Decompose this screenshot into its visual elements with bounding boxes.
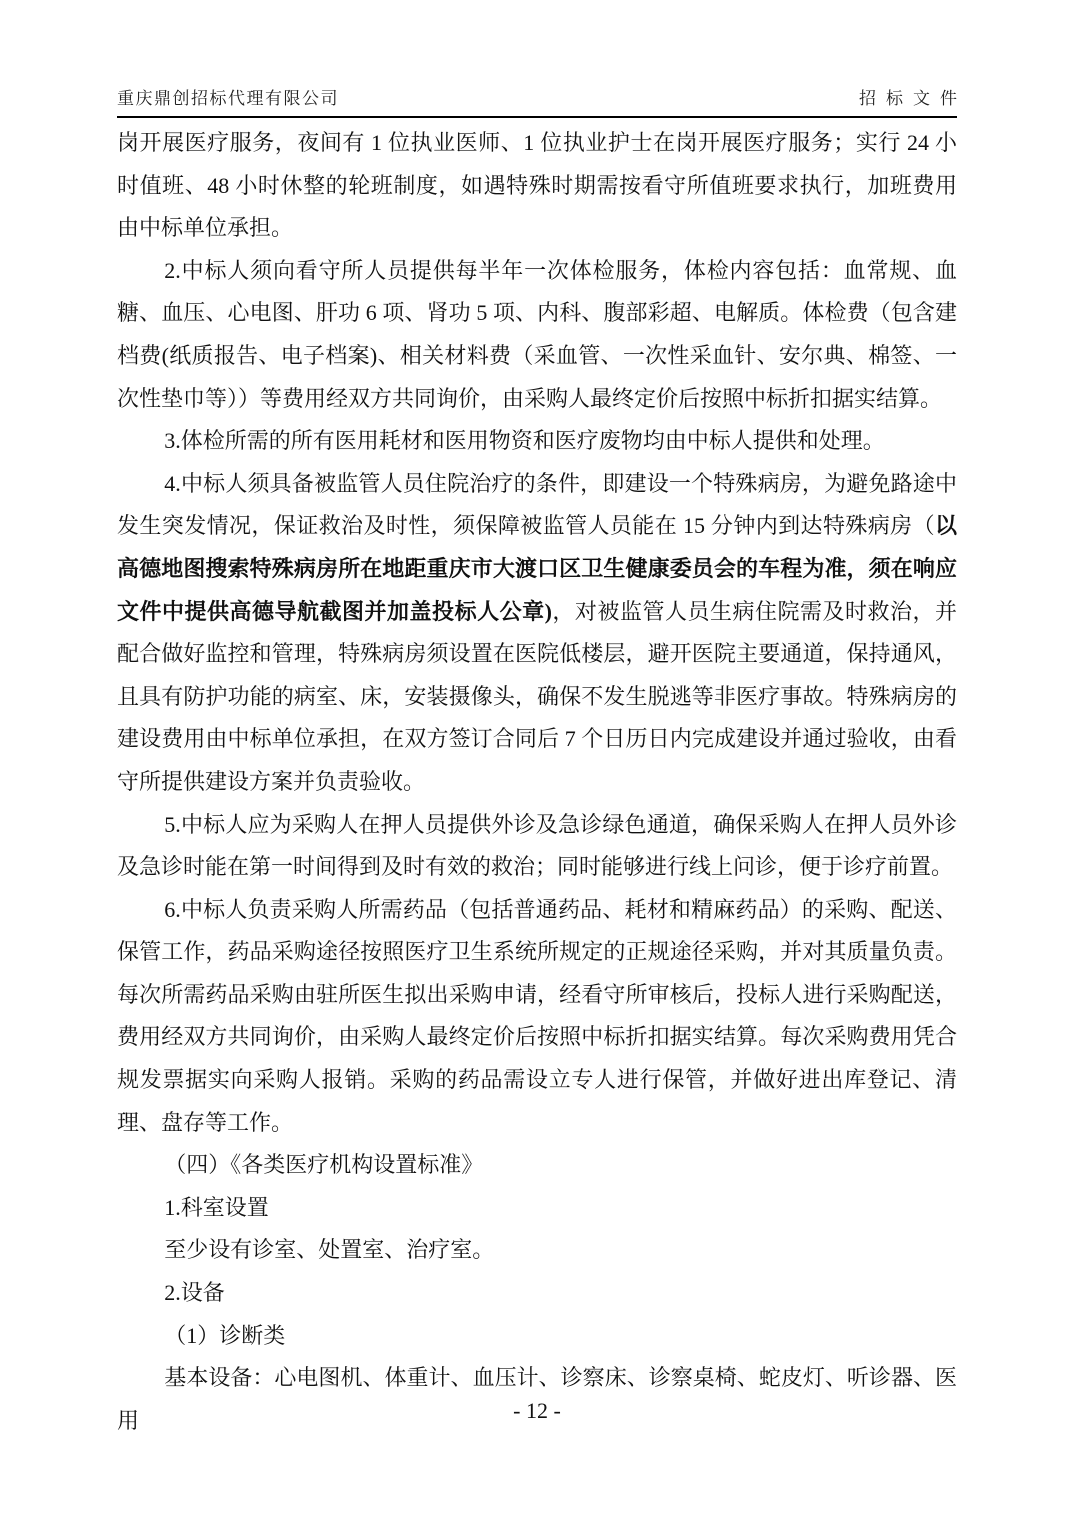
paragraph-item-5: [117, 804, 957, 889]
header-doc-type: 招标文件: [859, 89, 967, 108]
paragraph-continuation: [117, 122, 957, 250]
header-company-name: 重庆鼎创招标代理有限公司: [117, 89, 339, 108]
paragraph-item-6: [117, 889, 957, 1145]
paragraph-item-2: [117, 250, 957, 420]
text-run: 6.中标人负责采购人所需药品（包括普通药品、耗材和精麻药品）的采购、配送、保管工作，药品采购途径按照医疗卫生系统所规定的正规途径采购，并对其质量负责。每次所需药品采购由驻所医生拟出采购申请，经看守所审核后，投标人进行采购配送，费用经双方共同询价，由采购人最终定价后按照中标折扣据实结算。每次采购费用凭合规发票据实向采购人报销。采购的药品需设立专人进行保管，并做好进出库登记、清理、盘存等工作。: [117, 896, 957, 1135]
paragraph-diagnostic-title: [117, 1315, 957, 1358]
page-number: - 12 -: [513, 1398, 561, 1423]
text-run: （四）《各类医疗机构设置标准》: [164, 1152, 484, 1178]
paragraph-dept-setup-title: [117, 1187, 957, 1230]
paragraph-section-4-title: [117, 1144, 957, 1187]
text-run: ，对被监管人员生病住院需及时救治，并配合做好监控和管理，特殊病房须设置在医院低楼层，避开医院主要通道，保持通风，且具有防护功能的病室、床，安装摄像头，确保不发生脱逃等非医疗事故。特殊病房的建设费用由中标单位承担，在双方签订合同后 7 个日历日内完成建设并通过验收，由看守所提供建设方案并负责验收。: [117, 598, 957, 794]
page-header: [117, 84, 967, 118]
page-footer: [0, 1398, 1074, 1424]
text-run: （1）诊断类: [164, 1322, 286, 1348]
document-body: [117, 122, 957, 1442]
text-run: 1.科室设置: [164, 1194, 269, 1220]
paragraph-item-4: [117, 463, 957, 804]
text-run: 3.体检所需的所有医用耗材和医用物资和医疗废物均由中标人提供和处理。: [164, 428, 885, 454]
paragraph-equipment-title: [117, 1272, 957, 1315]
paragraph-item-3: [117, 420, 957, 463]
text-run-bold: 以高德地图搜索特殊病房所在地距重庆市大渡口区卫生健康委员会的车程为准，须在响应文件中提供高德导航截图并加盖投标人公章): [117, 513, 957, 624]
text-run: 2.设备: [164, 1280, 225, 1306]
paragraph-dept-setup-content: [117, 1229, 957, 1272]
text-run: 岗开展医疗服务，夜间有 1 位执业医师、1 位执业护士在岗开展医疗服务；实行 24 小时值班、48 小时休整的轮班制度，如遇特殊时期需按看守所值班要求执行，加班费用由中标单位承担。: [117, 130, 957, 241]
text-run: 5.中标人应为采购人在押人员提供外诊及急诊绿色通道，确保采购人在押人员外诊及急诊时能在第一时间得到及时有效的救治；同时能够进行线上问诊，便于诊疗前置。: [117, 811, 957, 880]
text-run: 4.中标人须具备被监管人员住院治疗的条件，即建设一个特殊病房，为避免路途中发生突发情况，保证救治及时性，须保障被监管人员能在 15 分钟内到达特殊病房（: [117, 470, 957, 539]
text-run: 2.中标人须向看守所人员提供每半年一次体检服务，体检内容包括：血常规、血糖、血压、心电图、肝功 6 项、肾功 5 项、内科、腹部彩超、电解质。体检费（包含建档费(纸质报告、电子档案)、相关材料费（采血管、一次性采血针、安尔典、棉签、一次性垫巾等））等费用经双方共同询价，由采购人最终定价后按照中标折扣据实结算。: [117, 257, 957, 411]
text-run: 至少设有诊室、处置室、治疗室。: [164, 1237, 495, 1263]
text-run: 基本设备：心电图机、体重计、血压计、诊察床、诊察桌椅、蛇皮灯、听诊器、医用: [117, 1365, 957, 1433]
